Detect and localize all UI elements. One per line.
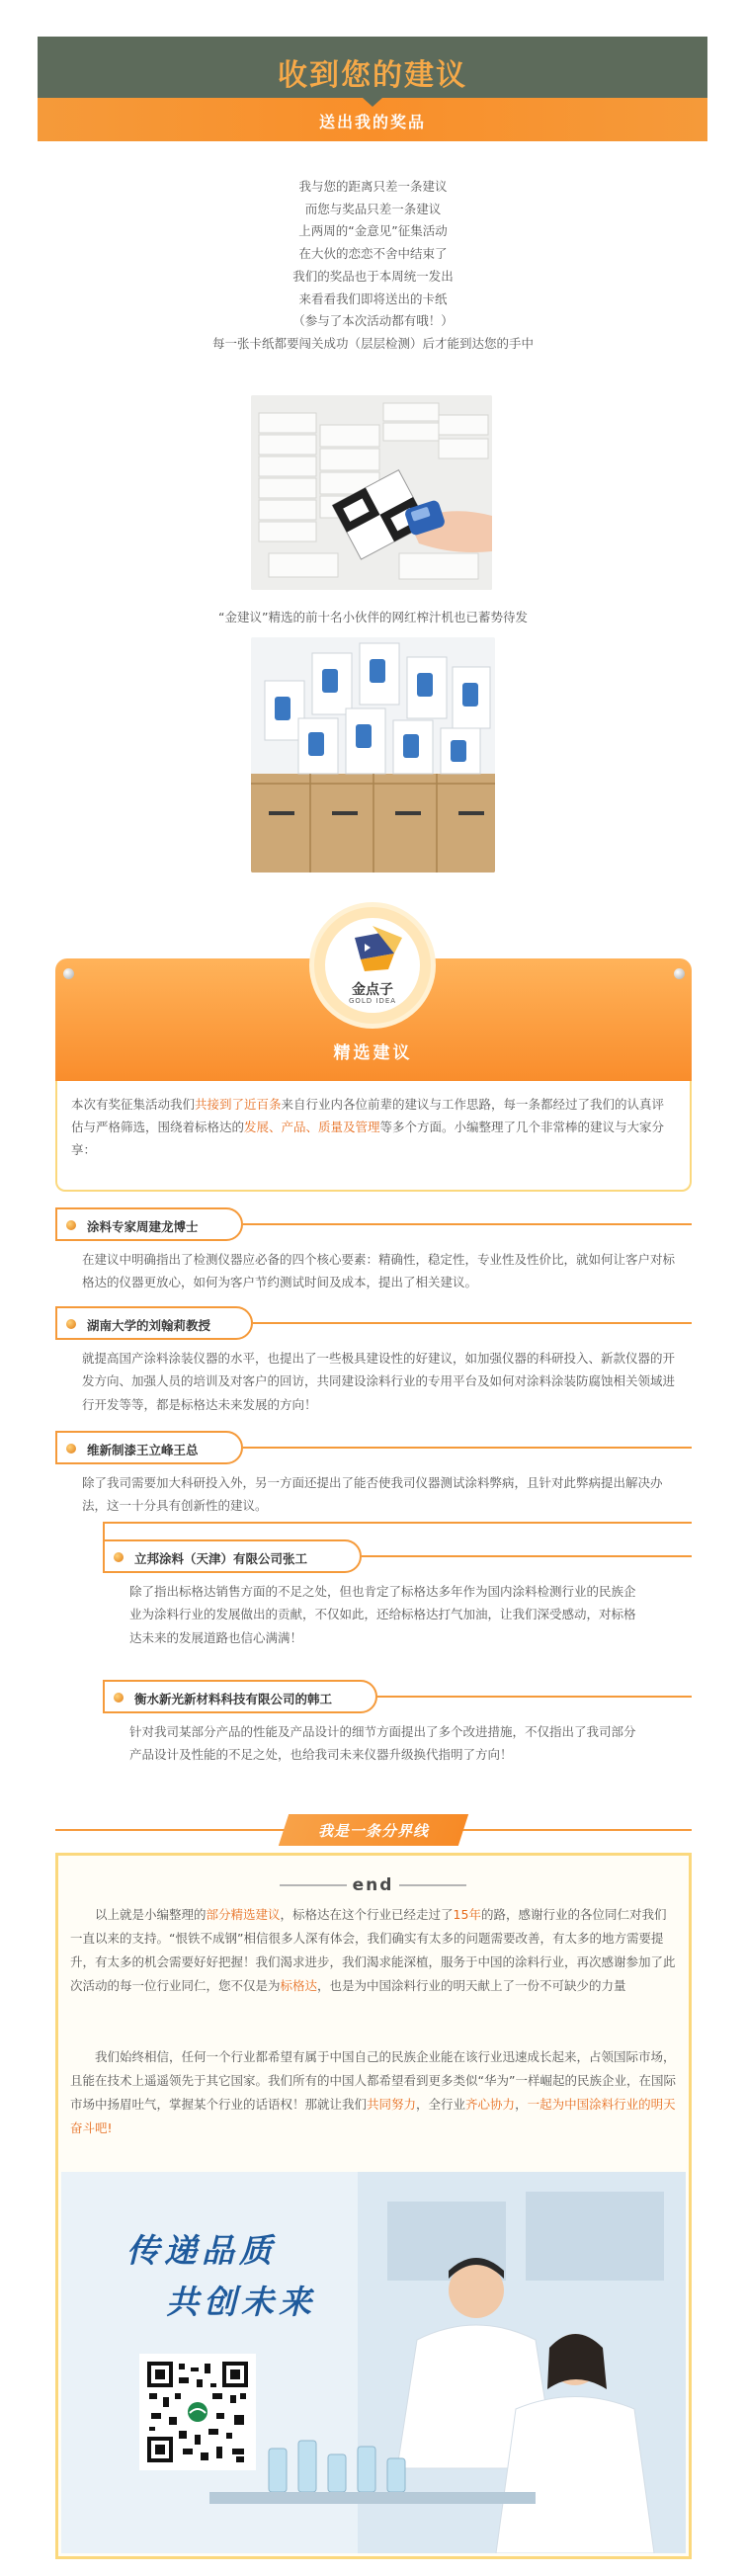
- slogan-line-1: 传递品质: [126, 2231, 277, 2270]
- photo-caption: “金建议”精选的前十名小伙伴的网红榨汁机也已蓄势待发: [218, 610, 528, 624]
- suggestion-text: 针对我司某部分产品的性能及产品设计的细节方面提出了多个改进措施，不仅指出了我司部分产品设计及性能的不足之处，也给我司未来仪器升级换代指明了方向！: [129, 1724, 636, 1763]
- end-highlight: 共同努力: [367, 2097, 417, 2112]
- suggestion-text: 在建议中明确指出了检测仪器应必备的四个核心要素：精确性，稳定性，专业性及性价比，就如何让客户对标格达的仪器更放心，如何为客户节约测试时间及成本，提出了相关建议。: [82, 1252, 676, 1290]
- end-text-part: 以上就是小编整理的: [95, 1907, 207, 1922]
- intro-line: 在大伙的恋恋不舍中结束了: [298, 246, 448, 262]
- divider-rule: [243, 1223, 692, 1225]
- intro-line: （参与了本次活动都有哦！）: [292, 313, 454, 329]
- card-test-photo: [251, 395, 492, 590]
- end-highlight: 一起为中国涂料行业的明天奋斗吧!: [70, 2097, 676, 2135]
- divider-rule: [103, 1522, 692, 1524]
- suggestion-tag: [103, 1680, 377, 1713]
- intro-line: 我与您的距离只差一条建议: [298, 179, 448, 194]
- bullet-icon: [66, 1444, 76, 1454]
- suggestion-tag: [55, 1431, 243, 1464]
- selected-intro: [55, 1081, 692, 1192]
- intro-highlight: 发展、产品、质量及管理: [244, 1120, 380, 1134]
- intro-highlight: 共接到了近百条: [195, 1097, 282, 1112]
- bullet-icon: [66, 1220, 76, 1230]
- rivet-dot: [674, 968, 685, 979]
- suggestion-author: 涂料专家周建龙博士: [87, 1219, 199, 1234]
- suggestion-author: 湖南大学的刘翰莉教授: [87, 1318, 211, 1333]
- intro-text: [0, 176, 746, 356]
- intro-text-part: 等多个方面。小编整理了几个非常棒的建议与大家分享：: [71, 1120, 665, 1157]
- intro-line: 而您与奖品只差一条建议: [304, 201, 442, 216]
- suggestion-text: 就提高国产涂料涂装仪器的水平，也提出了一些极具建设性的好建议，如加强仪器的科研投入、新款仪器的开发方向、加强人员的培训及对客户的回访，共同建设涂料行业的专用平台及如何对涂料涂装防腐蚀相关领域进行开发等等，都是标格达未来发展的方向！: [82, 1351, 676, 1412]
- intro-line: 我们的奖品也于本周统一发出: [292, 268, 454, 284]
- page-title: 收到您的建议: [278, 58, 467, 93]
- divider-rule: [243, 1447, 692, 1449]
- intro-line: 来看看我们即将送出的卡纸: [298, 291, 448, 306]
- suggestion-author: 衡水新光新材料科技有限公司的韩工: [134, 1692, 333, 1706]
- logo-inner-circle: [325, 918, 420, 1013]
- end-mark: end: [352, 1875, 394, 1895]
- divider-rule: [362, 1555, 692, 1557]
- suggestion-tag: [103, 1539, 362, 1573]
- lightbulb-icon: [325, 918, 420, 977]
- bullet-icon: [114, 1552, 124, 1562]
- end-highlight: 部分精选建议: [206, 1907, 281, 1922]
- header-notch: [363, 98, 382, 107]
- bullet-icon: [66, 1319, 76, 1329]
- end-highlight: 齐心协力: [465, 2097, 516, 2112]
- logo-name: 金点子: [352, 982, 393, 998]
- qr-code[interactable]: [139, 2354, 256, 2470]
- logo-subtext: GOLD IDEA: [348, 997, 397, 1005]
- end-highlight: 标格达: [280, 1978, 318, 1993]
- end-highlight: 15年: [453, 1907, 481, 1922]
- suggestion-text: 除了我司需要加大科研投入外，另一方面还提出了能否使我司仪器测试涂料弊病，且针对此弊病提出解决办法，这一十分具有创新性的建议。: [82, 1475, 663, 1514]
- gold-idea-logo: [309, 902, 436, 1029]
- bullet-icon: [114, 1693, 124, 1703]
- suggestion-tag: [55, 1306, 253, 1340]
- end-text-part: ，也是为中国涂料行业的明天献上了一份不可缺少的力量: [317, 1978, 626, 1993]
- intro-text-part: 本次有奖征集活动我们: [71, 1097, 196, 1112]
- end-text-part: 我们始终相信，任何一个行业都希望有属于中国自己的民族企业能在该行业迅速成长起来，占领国际市场，且能在技术上遥遥领先于其它国家。我们所有的中国人都希望看到更多类似“华为”一样崛起的民族企业，在国际市场中扬眉吐气，掌握某个行业的话语权！那就让我们: [70, 2049, 676, 2112]
- section-divider-text: 我是一条分界线: [317, 1822, 429, 1840]
- end-paragraph-1: [70, 1903, 677, 1998]
- end-text-part: ，: [515, 2097, 528, 2112]
- juicer-boxes-photo: [251, 637, 495, 873]
- suggestion-tag: [55, 1207, 243, 1241]
- suggestion-author: 立邦涂料（天津）有限公司张工: [134, 1551, 308, 1566]
- intro-text-part: 来自行业内各位前辈的建议与工作思路，每一条都经过了我们的认真评估与严格筛选，围绕着标格达的: [71, 1097, 665, 1134]
- end-paragraph-2: [70, 2045, 677, 2140]
- end-text-part: ，标格达在这个行业已经走过了: [280, 1907, 454, 1922]
- page-subtitle: 送出我的奖品: [318, 113, 426, 131]
- header-banner: [38, 37, 707, 98]
- end-text-part: 的路，感谢行业的各位同仁对我们一直以来的支持。“恨铁不成钢”相信很多人深有体会，我们确实有太多的问题需要改善，有太多的地方需要提升，有太多的机会需要好好把握！我们渴求进步，我们渴求能深植，服务于中国的涂料行业，再次感谢参加了此次活动的每一位行业同仁，您不仅是为: [70, 1907, 676, 1993]
- divider-rule: [253, 1322, 692, 1324]
- slogan-line-2: 共创未来: [166, 2283, 316, 2321]
- suggestion-author: 维新制漆王立峰王总: [87, 1443, 199, 1457]
- intro-line: 上两周的“金意见”征集活动: [298, 223, 448, 239]
- selected-title: 精选建议: [333, 1043, 413, 1063]
- end-text-part: ，全行业: [416, 2097, 466, 2112]
- intro-line: 每一张卡纸都要闯关成功（层层检测）后才能到达您的手中: [211, 335, 534, 351]
- rivet-dot: [63, 968, 74, 979]
- suggestion-text: 除了指出标格达销售方面的不足之处，但也肯定了标格达多年作为国内涂料检测行业的民族企业为涂料行业的发展做出的贡献，不仅如此，还给标格达打气加油，让我们深受感动，对标格达未来的发展道路也信心满满！: [129, 1584, 636, 1645]
- divider-rule: [377, 1696, 692, 1698]
